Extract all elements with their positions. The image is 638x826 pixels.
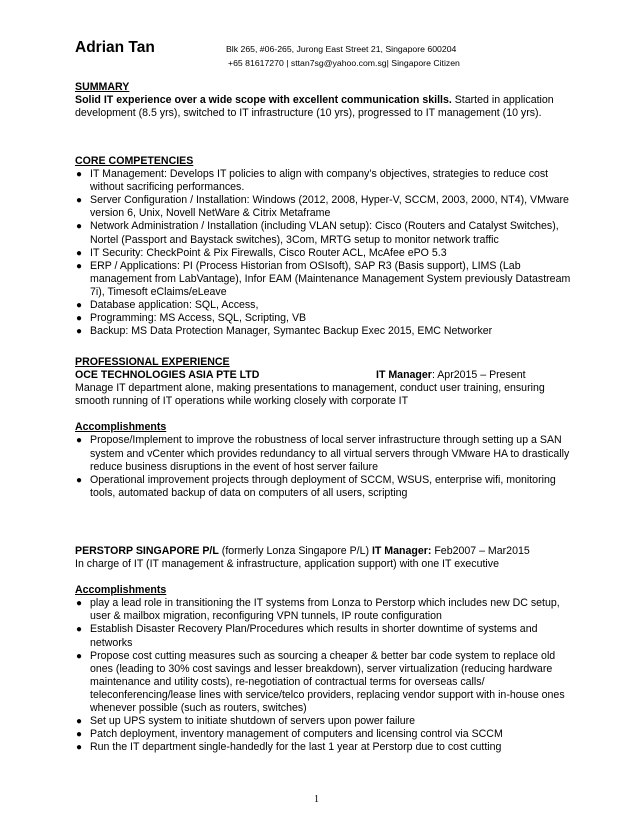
bullet-icon: ● <box>76 169 83 181</box>
list-item: ● Server Configuration / Installation: Windows (2012, 2008, Hyper-V, SCCM, 2003, 2000, NT4), VMware version 6, Unix, Novell NetWare & Citrix Metaframe <box>76 194 569 220</box>
oce-accomplishments-list <box>75 434 575 499</box>
oce-role-period: IT Manager: Apr2015 – Present <box>376 369 526 382</box>
oce-accomplishments-heading: Accomplishments <box>75 421 167 434</box>
list-item: ● Propose/Implement to improve the robustness of local server infrastructure through setting up a SAN system and vCenter which provides redundancy to all virtual servers through VMware HA to drastically reduce business disruptions in the event of host server failure <box>76 434 570 473</box>
oce-description: Manage IT department alone, making presentations to management, conduct user training, ensuring smooth running of IT operations while working closely with corporate IT <box>75 382 545 408</box>
core-competencies-list <box>75 168 575 338</box>
summary-rest: Started in application development (8.5 yrs), switched to IT infrastructure (10 yrs), progressed to IT management (10 yrs). <box>75 94 554 120</box>
bullet-icon: ● <box>76 300 83 312</box>
page-number: 1 <box>314 794 319 805</box>
bullet-icon: ● <box>76 716 83 728</box>
bullet-icon: ● <box>76 247 83 259</box>
perstorp-role: IT Manager: <box>371 545 432 557</box>
list-item: ● Network Administration / Installation (including VLAN setup): Cisco (Routers and Catalyst Switches), Nortel (Passport and Baystack switches), 3Com, MRTG setup to monitor network traffic <box>76 220 559 246</box>
perstorp-company: PERSTORP SINGAPORE P/L <box>75 545 219 557</box>
perstorp-period: Feb2007 – Mar2015 <box>431 545 530 557</box>
oce-job-header <box>75 369 575 382</box>
list-item: ● play a lead role in transitioning the IT systems from Lonza to Perstorp which includes new DC setup, user & mailbox migration, reconfiguring VPN tunnels, IP route configuration <box>76 597 560 623</box>
bullet-icon: ● <box>76 260 83 272</box>
bullet-icon: ● <box>76 650 83 662</box>
list-item: ● Database application: SQL, Access, <box>76 299 259 312</box>
perstorp-description: In charge of IT (IT management & infrastructure, application support) with one IT executive <box>75 558 499 571</box>
bullet-icon: ● <box>76 474 83 486</box>
summary-text <box>75 94 575 120</box>
contact-line: +65 81617270 | sttan7sg@yahoo.com.sg| Singapore Citizen <box>228 58 460 68</box>
core-competencies-heading: CORE COMPETENCIES <box>75 155 194 167</box>
summary-section <box>75 81 575 120</box>
bullet-icon: ● <box>76 598 83 610</box>
list-item: ● IT Security: CheckPoint & Pix Firewalls, Cisco Router ACL, McAfee ePO 5.3 <box>76 246 447 259</box>
list-item: ● Backup: MS Data Protection Manager, Symantec Backup Exec 2015, EMC Networker <box>76 325 493 338</box>
perstorp-section <box>75 545 575 754</box>
list-item: ● Patch deployment, inventory management of computers and licensing control via SCCM <box>76 728 503 741</box>
core-competencies-section <box>75 155 575 338</box>
bullet-icon: ● <box>76 326 83 338</box>
list-item: ● Set up UPS system to initiate shutdown of servers upon power failure <box>76 715 416 728</box>
perstorp-job-header <box>75 545 575 558</box>
list-item: ● Programming: MS Access, SQL, Scripting, VB <box>76 312 307 325</box>
experience-section <box>75 356 575 500</box>
perstorp-formerly: (formerly Lonza Singapore P/L) <box>218 545 372 557</box>
oce-company: OCE TECHNOLOGIES ASIA PTE LTD <box>75 369 260 382</box>
address-line: Blk 265, #06-265, Jurong East Street 21, Singapore 600204 <box>226 44 457 54</box>
list-item: ● Operational improvement projects through deployment of SCCM, WSUS, enterprise wifi, monitoring tools, automated backup of data on computers of all users, scripting <box>76 473 556 499</box>
list-item: ● IT Management: Develops IT policies to align with company’s objectives, strategies to reduce cost without sacrificing performances. <box>76 168 549 194</box>
bullet-icon: ● <box>76 729 83 741</box>
experience-heading: PROFESSIONAL EXPERIENCE <box>75 356 230 368</box>
perstorp-accomplishments-list <box>75 597 575 754</box>
candidate-name: Adrian Tan <box>75 39 155 56</box>
bullet-icon: ● <box>76 221 83 233</box>
bullet-icon: ● <box>76 742 83 754</box>
bullet-icon: ● <box>76 624 83 636</box>
bullet-icon: ● <box>76 195 83 207</box>
bullet-icon: ● <box>76 313 83 325</box>
summary-heading: SUMMARY <box>75 81 130 93</box>
list-item: ● Establish Disaster Recovery Plan/Procedures which results in shorter downtime of systems and networks <box>76 623 538 649</box>
bullet-icon: ● <box>76 435 83 447</box>
list-item: ● Propose cost cutting measures such as sourcing a cheaper & better bar code system to replace old ones (leading to 30% cost savings and lesser breakdown), server virtualization (reducing hardware maintenance and utility costs), re-negotiation of contractual terms for overseas calls/ teleconferencing/lease lines with service/telco providers, replacing vendor support with in-house ones whenever possible (such as routers, switches) <box>76 649 565 715</box>
perstorp-accomplishments-heading: Accomplishments <box>75 584 167 597</box>
list-item: ● ERP / Applications: PI (Process Historian from OSIsoft), SAP R3 (Basis support), LIMS (Lab management from LabVantage), Infor EAM (Maintenance Management System previously Datastream 7i), Timesoft eClaims/eLeave <box>76 259 571 298</box>
list-item: ● Run the IT department single-handedly for the last 1 year at Perstorp due to cost cutting <box>76 741 502 754</box>
summary-lead: Solid IT experience over a wide scope with excellent communication skills. <box>75 94 452 107</box>
